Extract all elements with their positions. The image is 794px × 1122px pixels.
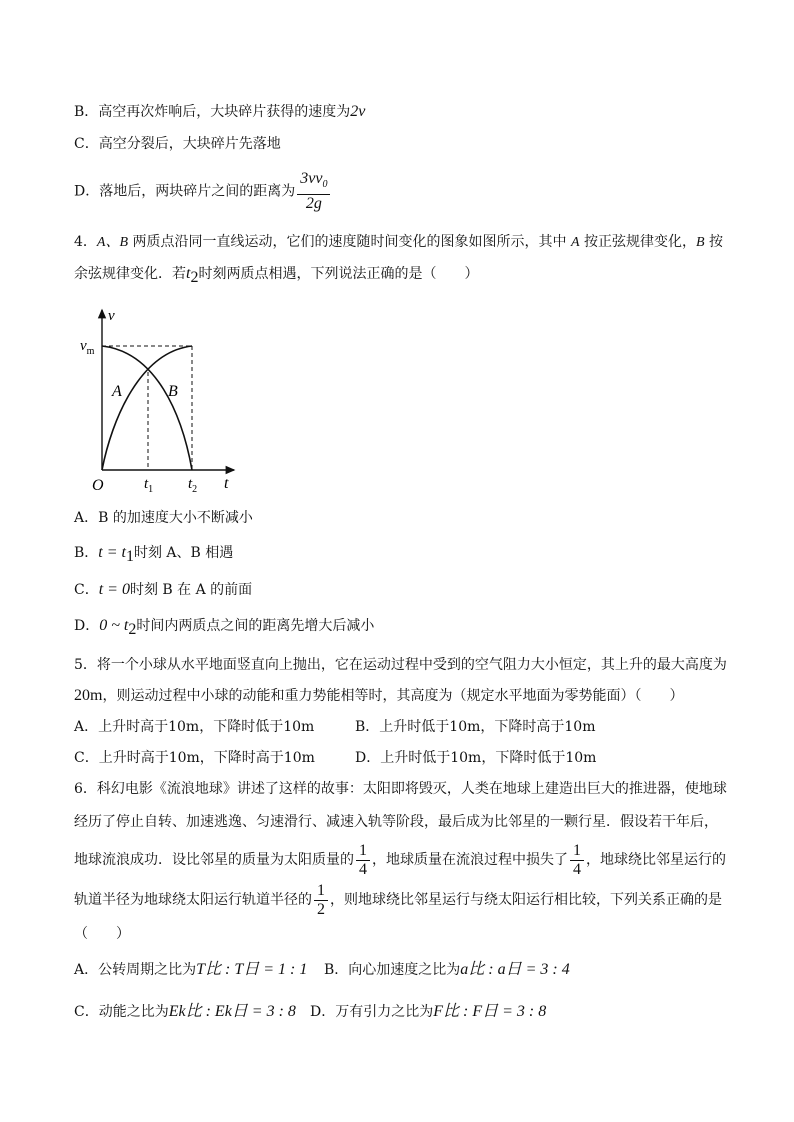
q6-stem-line1: 6．科幻电影《流浪地球》讲述了这样的故事：太阳即将毁灭，人类在地球上建造出巨大的推进器，使地球	[74, 781, 727, 797]
q6-option-b	[324, 960, 570, 980]
q4-number: 4．	[74, 234, 97, 250]
q4-option-c	[74, 580, 252, 600]
q4-t2: t	[186, 265, 191, 282]
q6-fraction-1-den: 4	[359, 860, 367, 878]
q6-fraction-3-num: 1	[314, 882, 328, 901]
q4-stem-line1	[74, 232, 723, 253]
q6-text-5: ，则地球绕比邻星运行与绕太阳运行相比较，下列关系正确的是	[330, 892, 722, 908]
q6-fraction-2-den: 4	[573, 860, 581, 878]
q6-text-3: ，地球绕比邻星运行的	[586, 852, 726, 868]
q6-fraction-1	[356, 842, 370, 879]
q4-d-prefix: D．	[74, 618, 100, 634]
q4-text-3: 按	[704, 234, 723, 250]
q5-option-d: D．上升时低于10m，下降时低于10m	[355, 750, 597, 766]
q4-text-1: 两质点沿同一直线运动，它们的速度随时间变化的图象如图所示，其中	[128, 234, 571, 250]
q4-d-sub: 2	[128, 620, 137, 638]
q6-option-c	[74, 1002, 296, 1022]
q3-fraction-numerator: 3vv	[300, 170, 323, 187]
q3-option-d	[74, 170, 332, 213]
q4-text-2: 按正弦规律变化，	[579, 234, 696, 250]
q6-text-4: 轨道半径为地球绕太阳运行轨道半径的	[74, 892, 312, 908]
q6-fraction-3	[314, 882, 328, 919]
t-axis-label: t	[224, 475, 229, 492]
q6-b-math: a比 : a日 = 3 : 4	[460, 961, 570, 978]
q5-stem-line1: 5．将一个小球从水平地面竖直向上抛出，它在运动过程中受到的空气阻力大小恒定，其上升的最大高度为	[74, 657, 727, 673]
origin-label: O	[92, 477, 104, 494]
q4-option-d	[74, 616, 374, 640]
q5-stem-line2	[74, 686, 683, 706]
q6-b-text: B．向心加速度之比为	[324, 962, 461, 978]
q4-d-text: 时间内两质点之间的距离先增大后减小	[136, 618, 375, 634]
q4-option-a: A．B 的加速度大小不断减小	[74, 510, 253, 526]
q6-fraction-3-den: 2	[317, 900, 325, 918]
q4-velocity-time-graph	[74, 304, 244, 496]
q6-stem-line4	[74, 880, 722, 920]
q6-d-text: D．万有引力之比为	[310, 1004, 434, 1020]
q3-fraction-sub: 0	[322, 179, 328, 191]
q5-option-c: C．上升时高于10m，下降时高于10m	[74, 750, 315, 766]
q4-text-4: 余弦规律变化．若	[74, 266, 186, 282]
q3-option-d-fraction	[297, 170, 330, 213]
q4-a: A	[570, 235, 580, 250]
q4-c-math: t = 0	[98, 581, 130, 598]
q3-option-b	[74, 102, 365, 122]
t1-label: $t_1$	[144, 476, 154, 495]
q4-option-b	[74, 543, 233, 567]
q6-option-a	[74, 960, 307, 980]
q5-option-b: B．上升时低于10m，下降时高于10m	[355, 719, 596, 735]
q6-text-1: 地球流浪成功．设比邻星的质量为太阳质量的	[74, 852, 354, 868]
t2-label: $t_2$	[188, 476, 198, 495]
q5-option-a: A．上升时高于10m，下降时低于10m	[74, 719, 315, 735]
q4-stem-line2	[74, 264, 478, 288]
q4-b-math: t = t	[98, 544, 126, 561]
q4-b-sub: 1	[125, 547, 134, 565]
q5-text: ，则运动过程中小球的动能和重力势能相等时，其高度为（规定水平地面为零势能面）（ ）	[102, 688, 684, 704]
q5-height: 20m	[74, 687, 103, 704]
q6-stem-line3	[74, 840, 726, 880]
curve-a-label: A	[112, 383, 122, 400]
q6-stem-line2: 经历了停止自转、加速逃逸、匀速滑行、减速入轨等阶段，最后成为比邻星的一颗行星．假设若干年后，	[74, 814, 718, 830]
q6-stem-line5: （ ）	[74, 926, 130, 942]
q4-b-text: 时刻 A、B 相遇	[133, 545, 234, 561]
q6-text-2: ，地球质量在流浪过程中损失了	[372, 852, 568, 868]
q6-fraction-2-num: 1	[570, 842, 584, 861]
q6-a-text: A．公转周期之比为	[74, 962, 197, 978]
q4-text-5: 时刻两质点相遇，下列说法正确的是（ ）	[198, 266, 479, 282]
curve-b	[102, 346, 192, 470]
q4-b-prefix: B．	[74, 545, 99, 561]
v-axis-label: v	[108, 308, 115, 324]
q4-b: B	[695, 235, 705, 250]
curve-a	[102, 346, 192, 470]
q3-option-c: C．高空分裂后，大块碎片先落地	[74, 136, 281, 152]
q6-c-math: Ek比 : Ek日 = 3 : 8	[168, 1003, 296, 1020]
q3-option-d-text: D．落地后，两块碎片之间的距离为	[74, 183, 296, 200]
q4-c-prefix: C．	[74, 582, 99, 598]
q4-d-math: 0 ~ t	[99, 617, 129, 634]
q3-fraction-denominator: 2g	[305, 195, 322, 213]
q3-option-b-text: B．高空再次炸响后，大块碎片获得的速度为	[74, 104, 351, 120]
q6-fraction-2	[570, 842, 584, 879]
q6-c-text: C．动能之比为	[74, 1004, 169, 1020]
q4-t2-sub: 2	[190, 268, 199, 286]
q4-ab: A、B	[96, 235, 129, 250]
q4-c-text: 时刻 B 在 A 的前面	[129, 582, 253, 598]
curve-b-label: B	[168, 383, 178, 400]
q6-d-math: F比 : F日 = 3 : 8	[433, 1003, 547, 1020]
q6-option-d	[310, 1002, 546, 1022]
q6-fraction-1-num: 1	[356, 842, 370, 861]
vm-label: $v_m$	[80, 338, 95, 357]
q6-a-math: T比 : T日 = 1 : 1	[196, 961, 308, 978]
q3-option-b-math: 2v	[350, 103, 366, 120]
